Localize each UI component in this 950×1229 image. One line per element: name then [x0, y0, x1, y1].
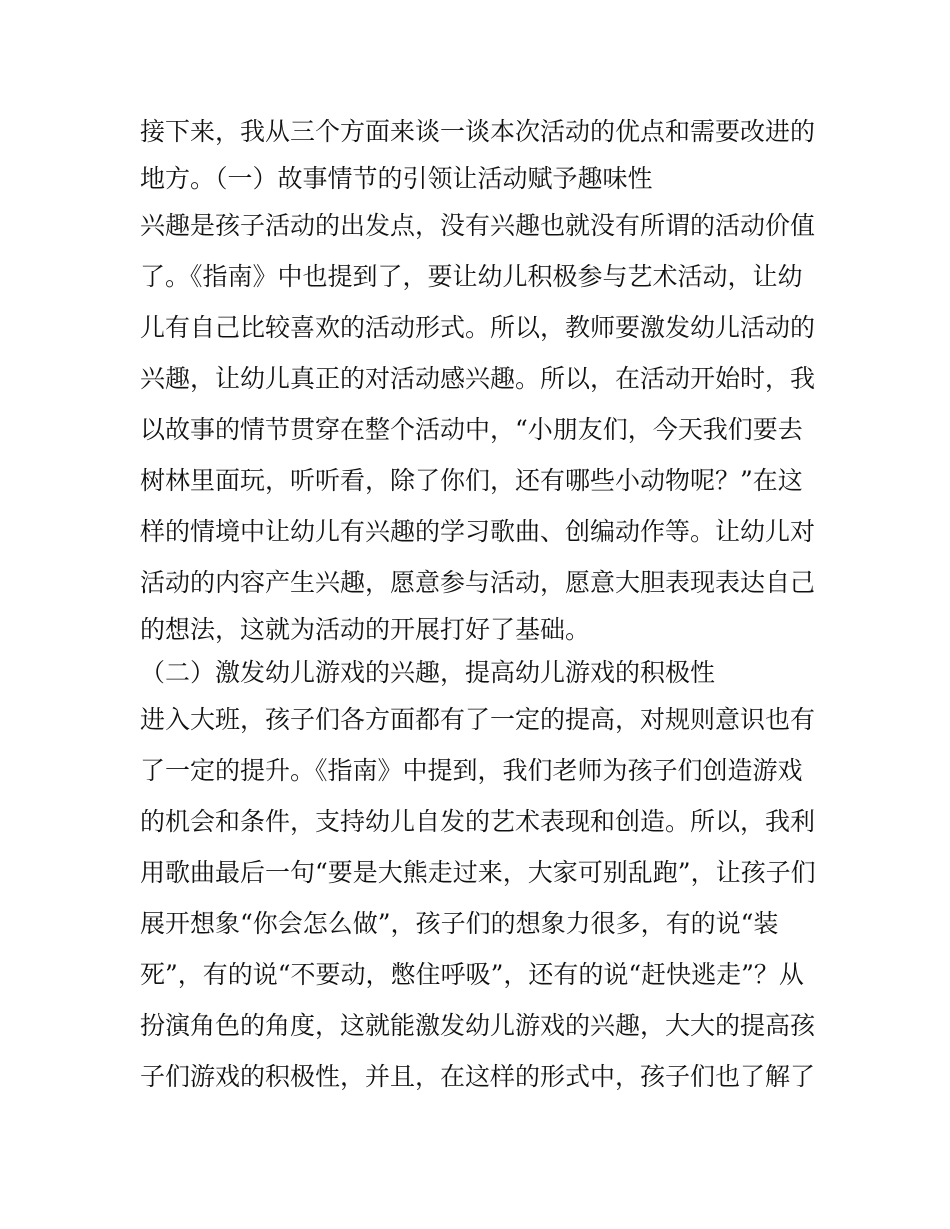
- text-line-11: 的想法，这就为活动的开展打好了基础。: [140, 615, 591, 644]
- text-line-7: 以故事的情节贯穿在整个活动中，“小朋友们，今天我们要去: [140, 415, 803, 444]
- section-heading-2: （二）激发幼儿游戏的兴趣，提高幼儿游戏的积极性: [140, 658, 716, 687]
- text-line-2: 地方。（一）故事情节的引领让活动赋予趣味性: [140, 164, 653, 193]
- text-line-17: 展开想象“你会怎么做”，孩子们的想象力很多，有的说“装: [140, 909, 779, 938]
- text-line-20: 子们游戏的积极性，并且，在这样的形式中，孩子们也了解了: [140, 1062, 816, 1091]
- text-line-3: 兴趣是孩子活动的出发点，没有兴趣也就没有所谓的活动价值: [140, 211, 816, 240]
- document-body: [140, 106, 820, 1102]
- text-line-8: 树林里面玩，听听看，除了你们，还有哪些小动物呢？”在这: [140, 466, 803, 495]
- text-line-14: 了一定的提升。《指南》中提到，我们老师为孩子们创造游戏: [140, 756, 803, 785]
- text-line-15: 的机会和条件，支持幼儿自发的艺术表现和创造。所以，我利: [140, 807, 816, 836]
- text-line-6: 兴趣，让幼儿真正的对活动感兴趣。所以，在活动开始时，我: [140, 364, 816, 393]
- text-line-10: 活动的内容产生兴趣，愿意参与活动，愿意大胆表现表达自己: [140, 568, 816, 597]
- text-line-5: 儿有自己比较喜欢的活动形式。所以，教师要激发幼儿活动的: [140, 313, 816, 342]
- text-line-4: 了。《指南》中也提到了，要让幼儿积极参与艺术活动，让幼: [140, 262, 803, 291]
- text-line-1: 接下来，我从三个方面来谈一谈本次活动的优点和需要改进的: [140, 117, 816, 146]
- text-line-18: 死”，有的说“不要动，憋住呼吸”，还有的说“赶快逃走”？从: [140, 960, 804, 989]
- text-line-16: 用歌曲最后一句“要是大熊走过来，大家可别乱跑”，让孩子们: [140, 858, 816, 887]
- text-line-13: 进入大班，孩子们各方面都有了一定的提高，对规则意识也有: [140, 705, 816, 734]
- text-line-9: 样的情境中让幼儿有兴趣的学习歌曲、创编动作等。让幼儿对: [140, 517, 816, 546]
- text-line-19: 扮演角色的角度，这就能激发幼儿游戏的兴趣，大大的提高孩: [140, 1011, 816, 1040]
